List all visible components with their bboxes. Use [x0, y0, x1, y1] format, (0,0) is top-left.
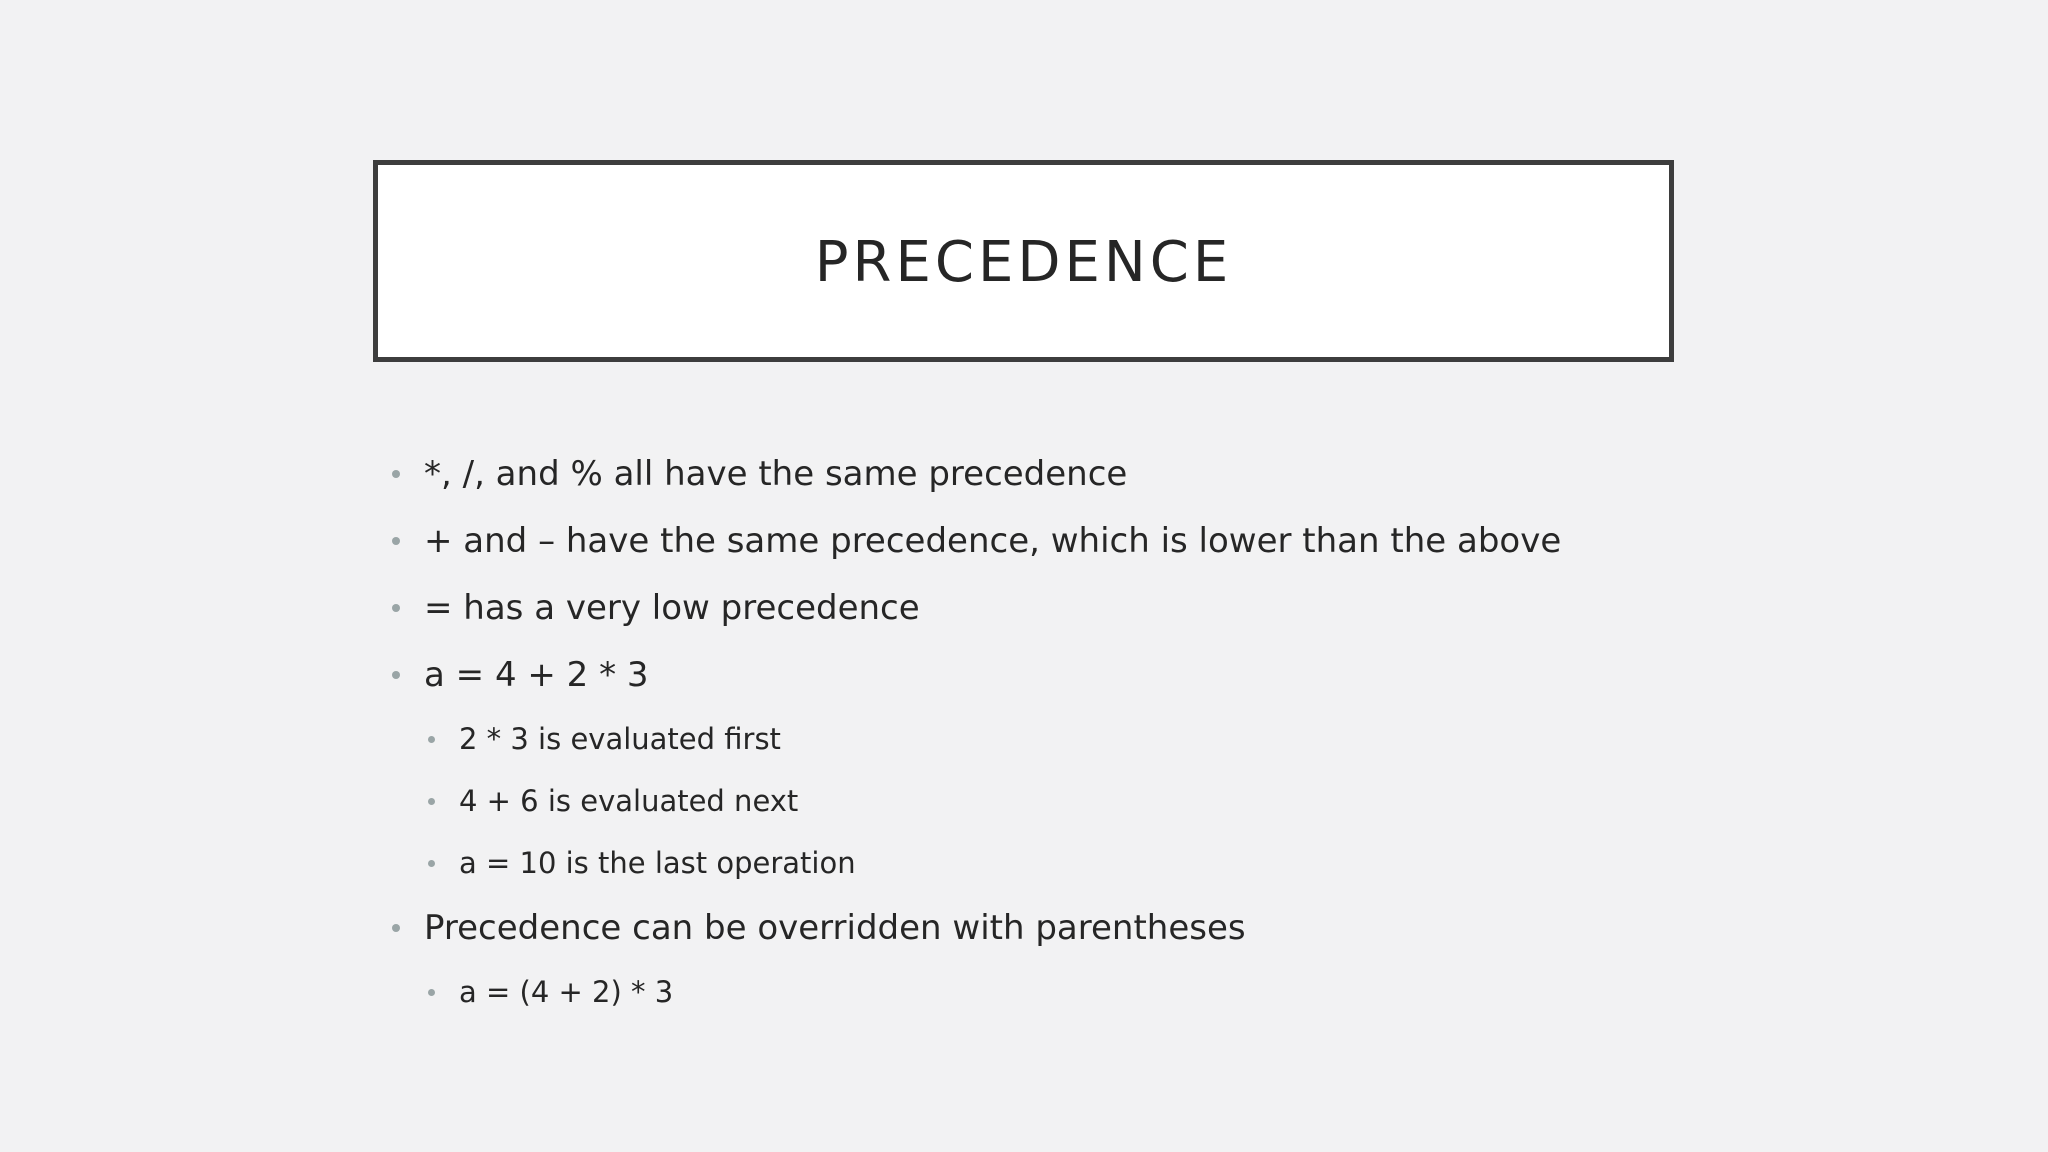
- title-box: [373, 160, 1674, 362]
- sub-bullet-item: [388, 961, 1888, 1023]
- bullet-item: [388, 641, 1888, 708]
- bullet-text: = has a very low precedence: [424, 587, 920, 628]
- bullet-text: *, /, and % all have the same precedence: [424, 453, 1128, 494]
- bullet-list: [388, 440, 1888, 1023]
- bullet-item: [388, 574, 1888, 641]
- bullet-dot-icon: [428, 989, 435, 996]
- sub-bullet-text: a = 10 is the last operation: [459, 846, 856, 880]
- bullet-dot-icon: [428, 860, 435, 867]
- sub-bullet-item: [388, 708, 1888, 770]
- bullet-item: [388, 894, 1888, 961]
- bullet-dot-icon: [392, 537, 400, 545]
- bullet-text: + and – have the same precedence, which is lower than the above: [424, 520, 1562, 561]
- sub-bullet-text: a = (4 + 2) * 3: [459, 975, 674, 1009]
- bullet-text: a = 4 + 2 * 3: [424, 654, 649, 695]
- sub-bullet-item: [388, 770, 1888, 832]
- bullet-dot-icon: [392, 470, 400, 478]
- sub-bullet-text: 4 + 6 is evaluated next: [459, 784, 799, 818]
- bullet-text: Precedence can be overridden with parentheses: [424, 907, 1246, 948]
- bullet-item: [388, 440, 1888, 507]
- bullet-dot-icon: [392, 671, 400, 679]
- slide-title: PRECEDENCE: [814, 229, 1233, 295]
- bullet-dot-icon: [392, 924, 400, 932]
- bullet-dot-icon: [392, 604, 400, 612]
- sub-bullet-item: [388, 832, 1888, 894]
- bullet-dot-icon: [428, 798, 435, 805]
- bullet-dot-icon: [428, 736, 435, 743]
- bullet-item: [388, 507, 1888, 574]
- sub-bullet-text: 2 * 3 is evaluated first: [459, 722, 781, 756]
